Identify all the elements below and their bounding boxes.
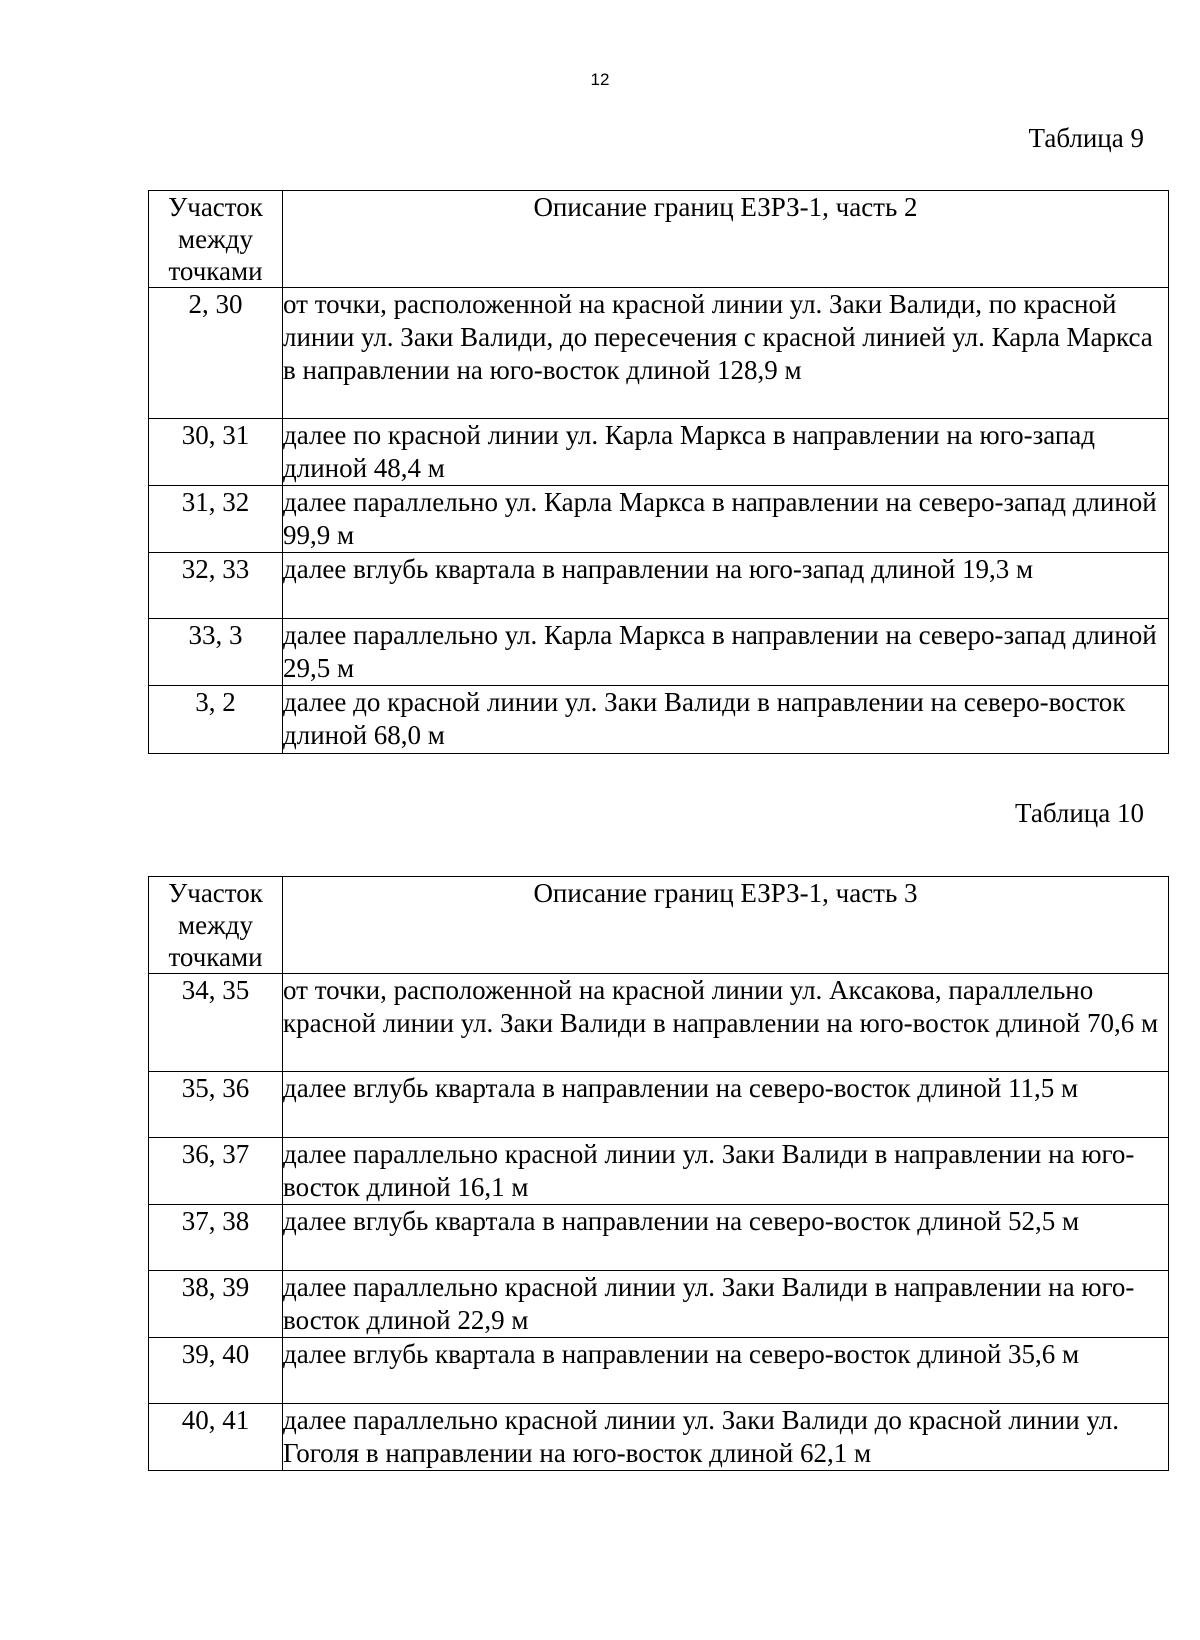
description-cell: далее вглубь квартала в направлении на юго-запад длиной 19,3 м: [283, 553, 1169, 619]
segment-cell: 34, 35: [149, 974, 283, 1072]
description-column-header: Описание границ ЕЗРЗ-1, часть 2: [283, 191, 1169, 288]
segment-header-line: Участок: [168, 878, 263, 908]
segment-cell: 30, 31: [149, 419, 283, 486]
table-row: [149, 486, 1169, 553]
description-cell: от точки, расположенной на красной линии ул. Заки Валиди, по красной линии ул. Заки Валиди, до пересечения с красной линией ул. Карла Маркса в направлении на юго-восток длиной 128,9 м: [283, 288, 1169, 419]
segment-cell: 40, 41: [149, 1404, 283, 1471]
page-number: 12: [590, 70, 610, 89]
table-10-caption: Таблица 10: [1015, 798, 1144, 828]
table-row: [149, 1205, 1169, 1271]
description-cell: далее до красной линии ул. Заки Валиди в направлении на северо-восток длиной 68,0 м: [283, 686, 1169, 754]
description-cell: от точки, расположенной на красной линии ул. Аксакова, параллельно красной линии ул. Заки Валиди в направлении на юго-восток длиной 70,6 м: [283, 974, 1169, 1072]
description-cell: далее параллельно красной линии ул. Заки Валиди до красной линии ул. Гоголя в направлении на юго-восток длиной 62,1 м: [283, 1404, 1169, 1471]
table-row: [149, 553, 1169, 619]
table-header-row: [149, 877, 1169, 974]
segment-cell: 32, 33: [149, 553, 283, 619]
table-9: [148, 190, 1169, 754]
description-cell: далее вглубь квартала в направлении на северо-восток длиной 35,6 м: [283, 1338, 1169, 1404]
segment-cell: 36, 37: [149, 1138, 283, 1205]
segment-header-line: точками: [168, 256, 263, 286]
description-cell: далее вглубь квартала в направлении на северо-восток длиной 11,5 м: [283, 1072, 1169, 1138]
segment-header-line: между: [178, 910, 253, 940]
table-row: [149, 1338, 1169, 1404]
description-cell: далее по красной линии ул. Карла Маркса в направлении на юго-запад длиной 48,4 м: [283, 419, 1169, 486]
segment-cell: 3, 2: [149, 686, 283, 754]
table-9-caption: Таблица 9: [1028, 123, 1144, 153]
segment-column-header: [149, 877, 283, 974]
table-row: [149, 619, 1169, 686]
segment-cell: 38, 39: [149, 1271, 283, 1338]
table-row: [149, 419, 1169, 486]
description-cell: далее параллельно ул. Карла Маркса в направлении на северо-запад длиной 29,5 м: [283, 619, 1169, 686]
description-cell: далее параллельно красной линии ул. Заки Валиди в направлении на юго-восток длиной 16,1 м: [283, 1138, 1169, 1205]
segment-cell: 37, 38: [149, 1205, 283, 1271]
segment-header-line: точками: [168, 942, 263, 972]
table-row: [149, 1072, 1169, 1138]
table-row: [149, 1138, 1169, 1205]
segment-header-line: между: [178, 224, 253, 254]
segment-header-line: Участок: [168, 192, 263, 222]
segment-cell: 31, 32: [149, 486, 283, 553]
description-column-header: Описание границ ЕЗРЗ-1, часть 3: [283, 877, 1169, 974]
table-10: [148, 876, 1169, 1471]
table-row: [149, 1404, 1169, 1471]
table-row: [149, 288, 1169, 419]
table-row: [149, 686, 1169, 754]
table-row: [149, 1271, 1169, 1338]
description-cell: далее вглубь квартала в направлении на северо-восток длиной 52,5 м: [283, 1205, 1169, 1271]
segment-column-header: [149, 191, 283, 288]
description-cell: далее параллельно красной линии ул. Заки Валиди в направлении на юго-восток длиной 22,9 м: [283, 1271, 1169, 1338]
table-header-row: [149, 191, 1169, 288]
segment-cell: 2, 30: [149, 288, 283, 419]
table-row: [149, 974, 1169, 1072]
segment-cell: 39, 40: [149, 1338, 283, 1404]
segment-cell: 33, 3: [149, 619, 283, 686]
segment-cell: 35, 36: [149, 1072, 283, 1138]
description-cell: далее параллельно ул. Карла Маркса в направлении на северо-запад длиной 99,9 м: [283, 486, 1169, 553]
